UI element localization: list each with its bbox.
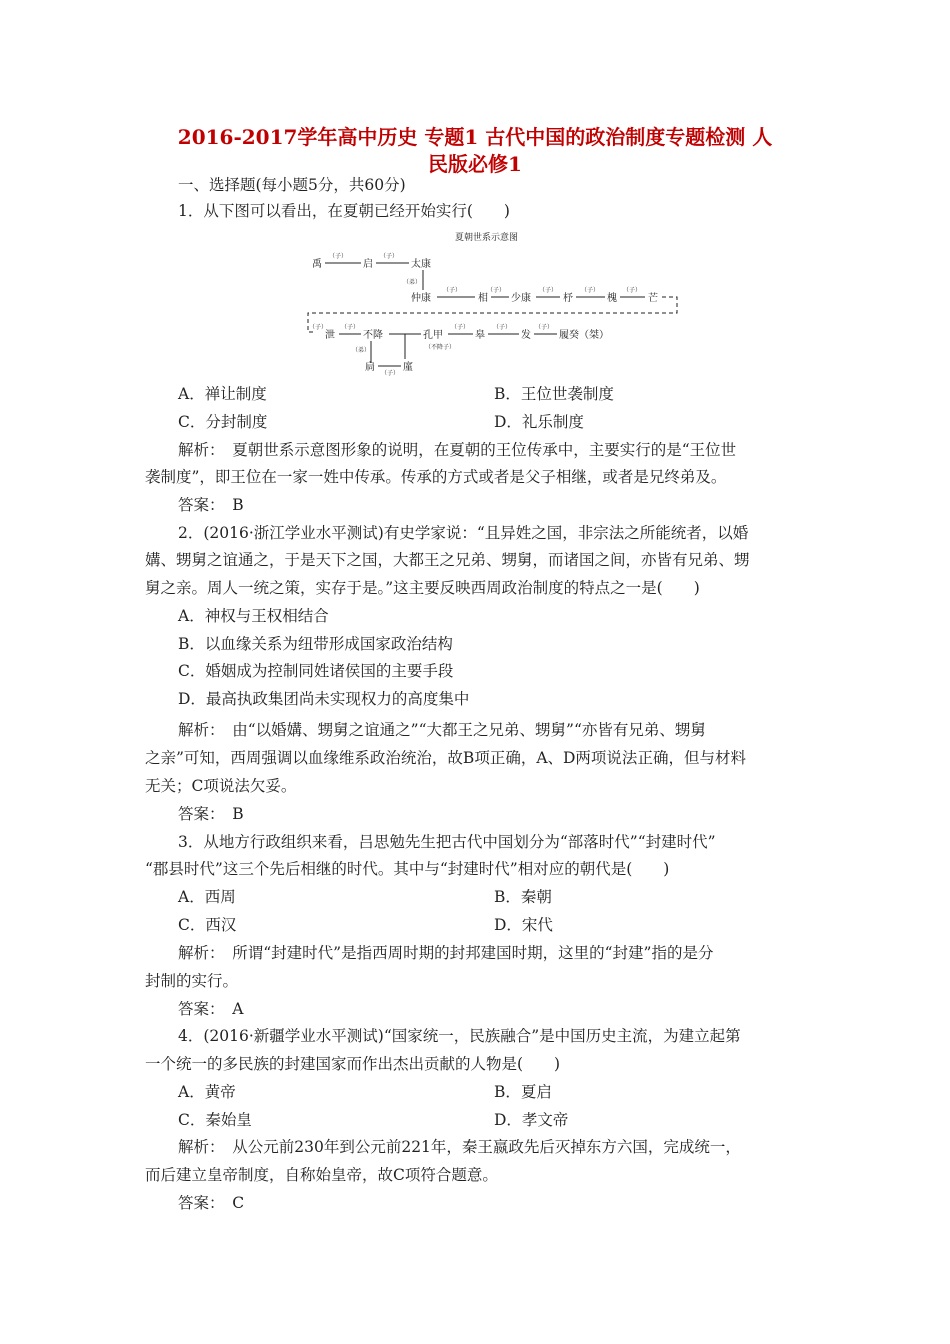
title-line-2: 民版必修1 (428, 152, 522, 176)
zi-label: （子） (581, 287, 600, 294)
q3-stem: “郡县时代”这三个先后相继的时代。其中与“封建时代”相对应的朝代是( ) (145, 860, 670, 878)
title-line-1: 2016-2017学年高中历史 专题1 古代中国的政治制度专题检测 人 (177, 125, 773, 149)
q2-analysis: 解析： 由“以婚媾、甥舅之谊通之”“大都王之兄弟、甥舅”“亦皆有兄弟、甥舅 (178, 721, 706, 739)
q4-stem: 4．(2016·新疆学业水平测试)“国家统一，民族融合”是中国历史主流，为建立起第 (178, 1027, 741, 1045)
name-zhongkang: 仲康 (411, 293, 431, 304)
q3-answer: 答案： A (178, 1000, 244, 1018)
q1-option-a: A．禅让制度 (178, 385, 267, 403)
q2-analysis: 无关；C项说法欠妥。 (145, 777, 297, 795)
q3-option-b: B．秦朝 (494, 888, 552, 906)
q1-analysis: 袭制度”，即王位在一家一姓中传承。传承的方式或者是父子相继，或者是兄终弟及。 (145, 468, 727, 486)
q4-option-a: A．黄帝 (178, 1083, 236, 1101)
q1-answer: 答案： B (178, 496, 244, 514)
name-fa: 发 (521, 330, 531, 341)
q2-analysis: 之亲”可知，西周强调以血缘维系政治统治，故B项正确，A、D两项说法正确，但与材料 (145, 749, 746, 767)
zi-label: （子） (381, 370, 400, 376)
q2-option-a: A．神权与王权相结合 (178, 607, 329, 625)
q3-analysis: 封制的实行。 (145, 972, 239, 990)
name-huai: 槐 (607, 293, 617, 304)
q1-stem: 1．从下图可以看出，在夏朝已经开始实行( ) (178, 202, 510, 220)
q1-option-c: C．分封制度 (178, 413, 268, 431)
section-heading: 一、选择题(每小题5分，共60分) (178, 176, 406, 194)
q3-option-d: D．宋代 (494, 916, 553, 934)
zi-label: （子） (451, 324, 470, 331)
q2-stem: 2．(2016·浙江学业水平测试)有史学家说：“且异姓之国，非宗法之所能统者，以婚 (178, 524, 749, 542)
zi-label: （子） (623, 287, 642, 294)
name-jiong: 扃 (365, 362, 375, 373)
zi-label: （子） (535, 324, 554, 331)
q3-stem: 3．从地方行政组织来看，吕思勉先生把古代中国划分为“部落时代”“封建时代” (178, 833, 716, 851)
q4-analysis: 而后建立皇帝制度，自称始皇帝，故C项符合题意。 (145, 1166, 498, 1184)
q3-analysis: 解析： 所谓“封建时代”是指西周时期的封邦建国时期，这里的“封建”指的是分 (178, 944, 714, 962)
q2-option-d: D．最高执政集团尚未实现权力的高度集中 (178, 690, 470, 708)
q4-analysis: 解析： 从公元前230年到公元前221年，秦王嬴政先后灭掉东方六国，完成统一， (178, 1138, 741, 1156)
name-mang: 芒 (648, 293, 658, 304)
zi-label: （子） (493, 324, 512, 331)
name-kongjia: 孔甲 (423, 330, 443, 341)
name-xiang: 相 (478, 293, 488, 304)
q4-stem: 一个统一的多民族的封建国家而作出杰出贡献的人物是( ) (145, 1055, 561, 1073)
name-yu: 禹 (312, 259, 322, 270)
q1-analysis: 解析： 夏朝世系示意图形象的说明，在夏朝的王位传承中，主要实行的是“王位世 (178, 441, 737, 459)
name-xie: 泄 (325, 330, 335, 341)
name-gao: 皋 (475, 330, 485, 341)
xia-dynasty-lineage-diagram (305, 228, 685, 376)
q2-answer: 答案： B (178, 805, 244, 823)
name-bujiang: 不降 (363, 330, 383, 341)
zi-label: （子） (487, 287, 506, 294)
zi-label: （子） (309, 324, 328, 331)
zi-label: （子） (539, 287, 558, 294)
q2-option-b: B．以血缘关系为纽带形成国家政治结构 (178, 635, 453, 653)
bujiangzi-label: （不降子） (425, 344, 456, 351)
name-qi: 启 (363, 259, 373, 270)
name-taikang: 太康 (411, 259, 431, 270)
name-shaokang: 少康 (511, 293, 531, 304)
name-zhu: 杼 (563, 293, 573, 304)
di-label: （弟） (403, 279, 422, 286)
name-lugui: 履癸（桀） (559, 330, 609, 341)
q2-option-c: C．婚姻成为控制同姓诸侯国的主要手段 (178, 662, 454, 680)
q4-option-b: B．夏启 (494, 1083, 552, 1101)
q2-stem: 媾、甥舅之谊通之，于是天下之国，大都王之兄弟、甥舅，而诸国之间，亦皆有兄弟、甥 (145, 551, 750, 569)
q1-option-b: B．王位世袭制度 (494, 385, 614, 403)
q3-option-a: A．西周 (178, 888, 236, 906)
diagram-title: 夏朝世系示意图 (455, 233, 519, 243)
zi-label: （子） (329, 253, 348, 260)
name-jin: 廑 (403, 362, 413, 373)
zi-label: （子） (341, 324, 360, 331)
document-title (60, 124, 890, 178)
q1-option-d: D．礼乐制度 (494, 413, 584, 431)
q4-option-d: D．孝文帝 (494, 1111, 569, 1129)
zi-label: （子） (380, 253, 399, 260)
q2-stem: 舅之亲。周人一统之策，实存于是。”这主要反映西周政治制度的特点之一是( ) (145, 579, 700, 597)
zi-label: （子） (443, 287, 462, 294)
q3-option-c: C．西汉 (178, 916, 237, 934)
q4-answer: 答案： C (178, 1194, 245, 1212)
di-label: （弟） (352, 347, 371, 354)
q4-option-c: C．秦始皇 (178, 1111, 252, 1129)
